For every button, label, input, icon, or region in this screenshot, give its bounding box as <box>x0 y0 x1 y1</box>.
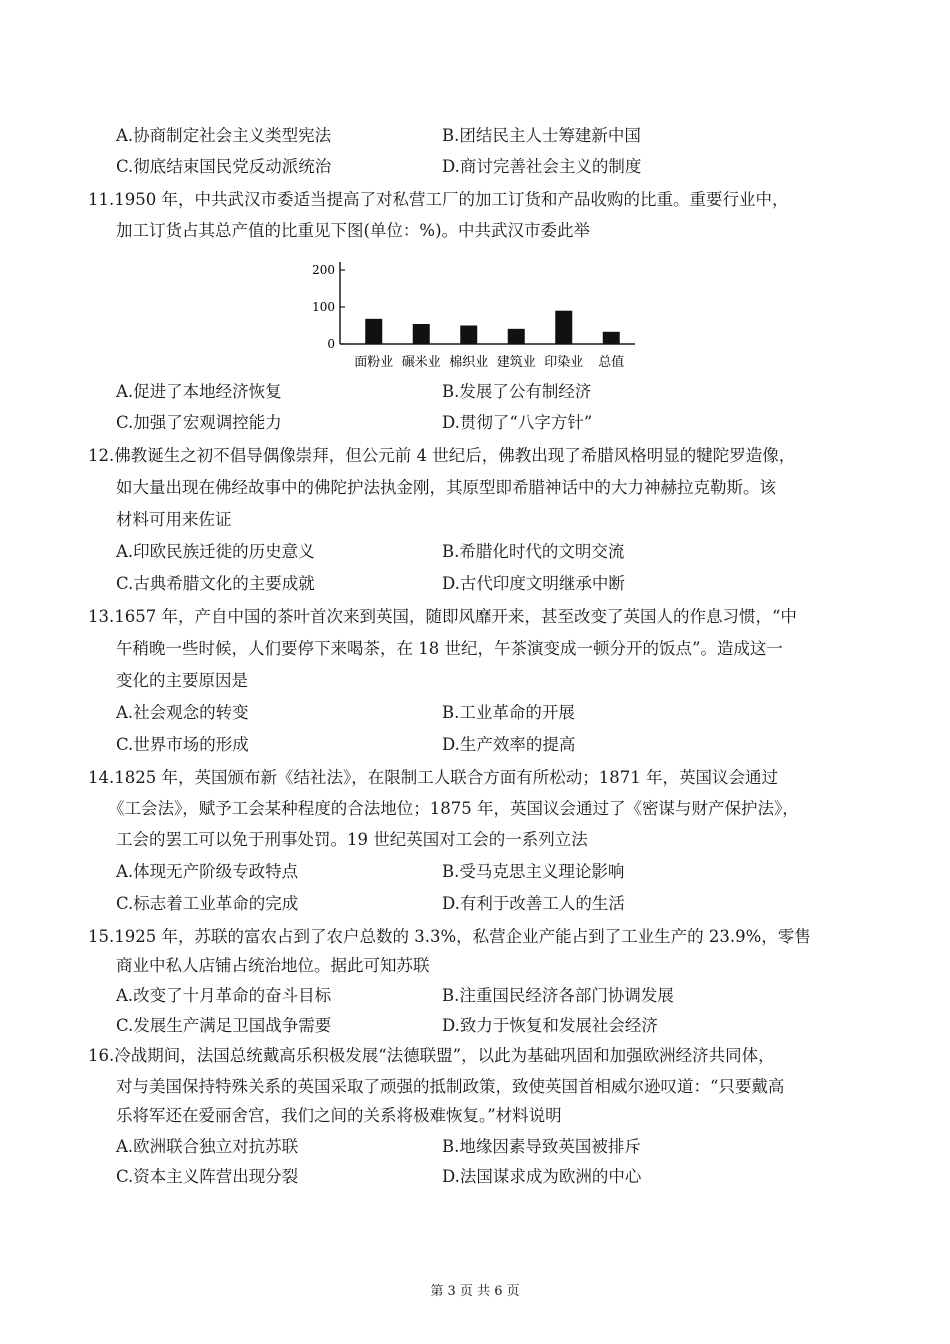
q13-stem-line-1: 13.1657 年，产自中国的茶叶首次来到英国，随即风靡开来，甚至改变了英国人的作息习惯，“中 <box>88 607 797 626</box>
q13-option-c: C.世界市场的形成 <box>116 735 249 754</box>
q11-option-c: C.加强了宏观调控能力 <box>116 413 282 432</box>
bar-1 <box>365 319 382 344</box>
q15-option-a: A.改变了十月革命的奋斗目标 <box>116 986 332 1005</box>
q12-option-b: B.希腊化时代的文明交流 <box>442 542 625 561</box>
q11-option-b: B.发展了公有制经济 <box>442 382 592 401</box>
q15-option-b: B.注重国民经济各部门协调发展 <box>442 986 674 1005</box>
q13-option-a: A.社会观念的转变 <box>116 703 249 722</box>
q15-stem-line-2: 商业中私人店铺占统治地位。据此可知苏联 <box>116 956 430 975</box>
q13-option-d: D.生产效率的提高 <box>442 735 576 754</box>
q12-stem-line-1: 12.佛教诞生之初不倡导偶像崇拜，但公元前 4 世纪后，佛教出现了希腊风格明显的犍陀罗造像， <box>88 446 796 465</box>
x-category-label: 面粉业 <box>354 355 394 370</box>
q16-stem-line-1: 16.冷战期间，法国总统戴高乐积极发展“法德联盟”，以此为基础巩固和加强欧洲经济共同体， <box>88 1046 775 1065</box>
q16-option-a: A.欧洲联合独立对抗苏联 <box>116 1137 299 1156</box>
q16-stem-line-3: 乐将军还在爱丽舍宫，我们之间的关系将极难恢复。”材料说明 <box>116 1106 562 1125</box>
q12-option-c: C.古典希腊文化的主要成就 <box>116 574 315 593</box>
q10-option-d: D.商讨完善社会主义的制度 <box>442 157 642 176</box>
bar-chart <box>300 256 650 374</box>
q10-option-c: C.彻底结束国民党反动派统治 <box>116 157 332 176</box>
q15-option-d: D.致力于恢复和发展社会经济 <box>442 1016 658 1035</box>
q12-option-d: D.古代印度文明继承中断 <box>442 574 625 593</box>
y-tick-label: 200 <box>312 263 335 277</box>
q11-option-a: A.促进了本地经济恢复 <box>116 382 282 401</box>
q13-option-b: B.工业革命的开展 <box>442 703 575 722</box>
q14-option-b: B.受马克思主义理论影响 <box>442 862 625 881</box>
page-number: 第 3 页 共 6 页 <box>430 1284 520 1299</box>
x-category-label: 棉织业 <box>449 355 489 370</box>
q16-option-c: C.资本主义阵营出现分裂 <box>116 1167 299 1186</box>
q11-stem-line-2: 加工订货占其总产值的比重见下图(单位：%)。中共武汉市委此举 <box>116 221 591 240</box>
q14-option-c: C.标志着工业革命的完成 <box>116 894 299 913</box>
x-category-label: 印染业 <box>544 355 584 370</box>
q14-option-a: A.体现无产阶级专政特点 <box>116 862 299 881</box>
bar-4 <box>508 329 525 344</box>
q16-option-d: D.法国谋求成为欧洲的中心 <box>442 1167 642 1186</box>
q14-stem-line-3: 工会的罢工可以免于刑事处罚。19 世纪英国对工会的一系列立法 <box>116 830 588 849</box>
q15-stem-line-1: 15.1925 年，苏联的富农占到了农户总数的 3.3%，私营企业产能占到了工业生产的 23.9%，零售 <box>88 927 811 946</box>
q12-stem-line-2: 如大量出现在佛经故事中的佛陀护法执金刚，其原型即希腊神话中的大力神赫拉克勒斯。该 <box>116 478 776 497</box>
q10-option-a: A.协商制定社会主义类型宪法 <box>116 126 332 145</box>
q14-stem-line-1: 14.1825 年，英国颁布新《结社法》，在限制工人联合方面有所松动；1871 年，英国议会通过 <box>88 768 778 787</box>
q13-stem-line-3: 变化的主要原因是 <box>116 671 248 690</box>
x-category-label: 碾米业 <box>401 355 441 370</box>
q15-option-c: C.发展生产满足卫国战争需要 <box>116 1016 332 1035</box>
bar-3 <box>460 326 477 345</box>
q16-stem-line-2: 对与美国保持特殊关系的英国采取了顽强的抵制政策，致使英国首相威尔逊叹道：“只要戴高 <box>116 1077 785 1096</box>
q14-stem-line-2: 《工会法》，赋予工会某种程度的合法地位；1875 年，英国议会通过了《密谋与财产保护法》， <box>108 799 799 818</box>
q12-option-a: A.印欧民族迁徙的历史意义 <box>116 542 315 561</box>
q16-option-b: B.地缘因素导致英国被排斥 <box>442 1137 641 1156</box>
y-tick-label: 100 <box>312 300 335 314</box>
bar-6 <box>603 332 620 344</box>
q10-option-b: B.团结民主人士筹建新中国 <box>442 126 641 145</box>
bar-2 <box>413 324 430 344</box>
y-tick-label: 0 <box>327 337 335 351</box>
q11-stem-line-1: 11.1950 年，中共武汉市委适当提高了对私营工厂的加工订货和产品收购的比重。重要行业中， <box>88 190 789 209</box>
x-category-label: 总值 <box>598 355 625 370</box>
bar-5 <box>555 311 572 344</box>
q11-option-d: D.贯彻了“八字方针” <box>442 413 593 432</box>
q14-option-d: D.有利于改善工人的生活 <box>442 894 625 913</box>
q12-stem-line-3: 材料可用来佐证 <box>116 510 232 529</box>
x-category-label: 建筑业 <box>496 355 536 370</box>
q13-stem-line-2: 午稍晚一些时候，人们要停下来喝茶，在 18 世纪，午茶演变成一顿分开的饭点”。造成这一 <box>116 639 783 658</box>
